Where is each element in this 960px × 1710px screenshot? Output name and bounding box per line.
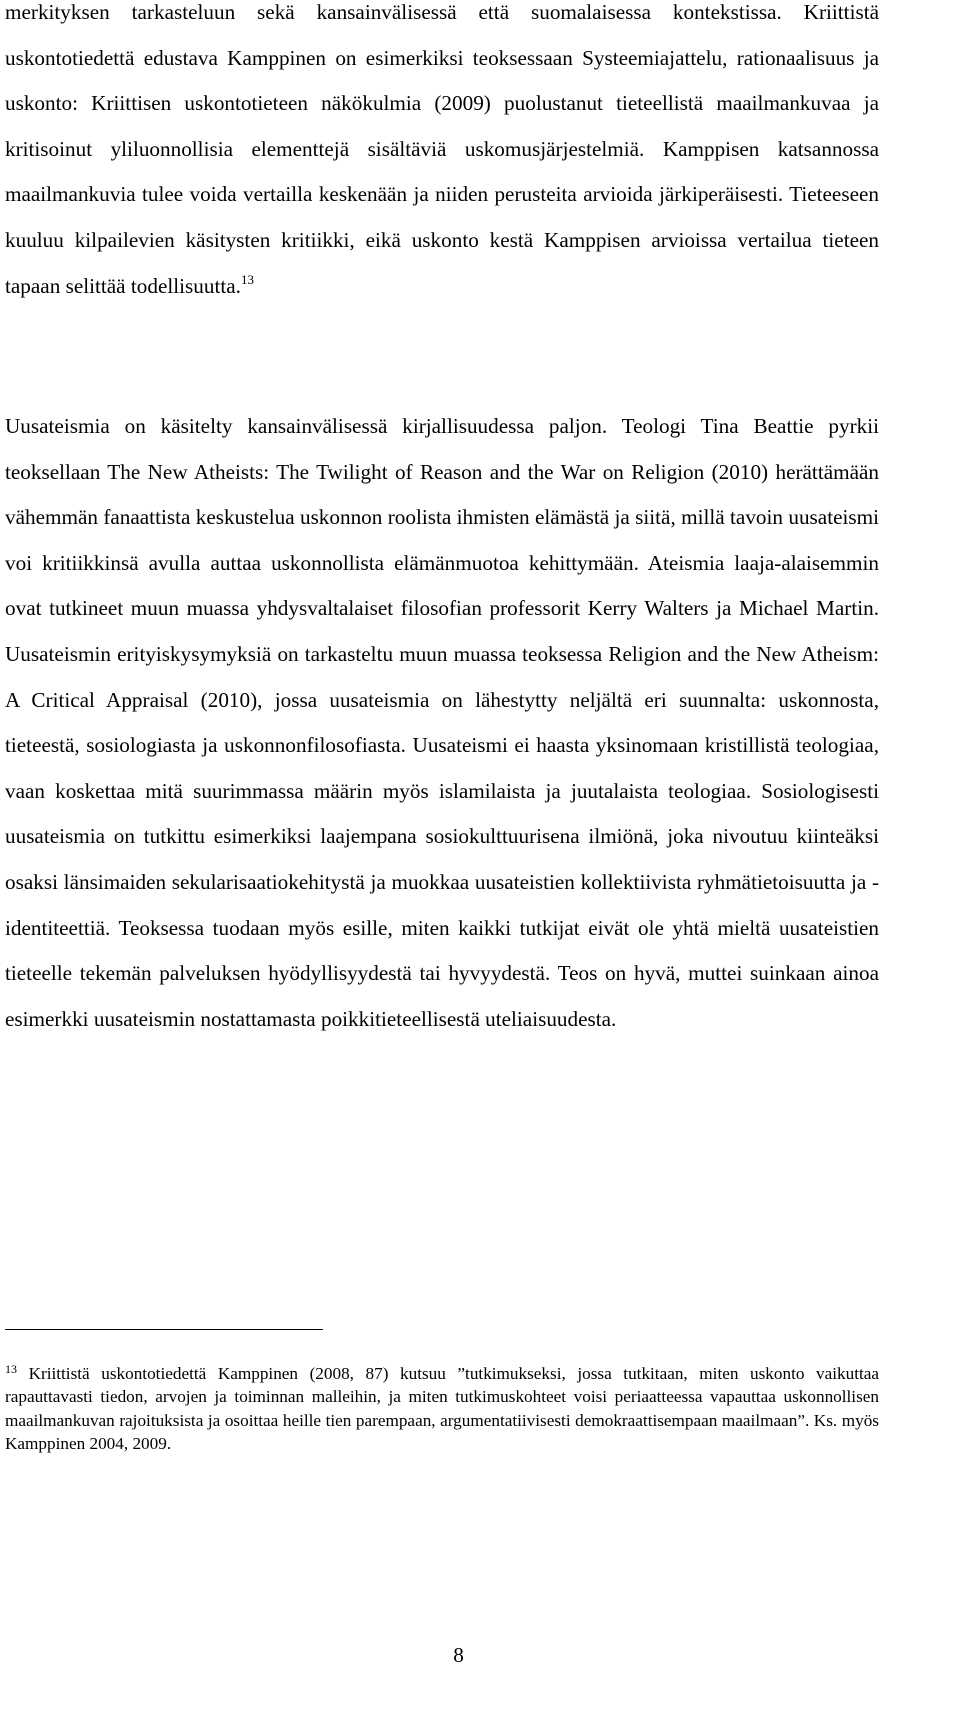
body-paragraph (5, 404, 879, 1042)
footnote-separator (5, 1329, 323, 1330)
footnote-text: Kriittistä uskontotiedettä Kamppinen (2008, 87) kutsuu ”tutkimukseksi, jossa tutkitaan, miten uskonto vaikuttaa rapauttavasti tiedon, arvojen ja toiminnan malleihin, ja miten tutkimuskohteet voisi periaatteessa vapauttaa uskonnollisen maailmankuvan rajoituksista ja osoittaa heille tien parempaan, argumentatiivisesti demokraattisempaan maailmaan”. Ks. myös Kamppinen 2004, 2009. (5, 1364, 879, 1454)
body-paragraph (5, 0, 879, 309)
footnote-number: 13 (5, 1362, 17, 1376)
paragraph-text: Uusateismia on käsitelty kansainvälisessä kirjallisuudessa paljon. Teologi Tina Beattie pyrkii teoksellaan The New Atheists: The Twilight of Reason and the War on Religion (2010) herättämään vähemmän fanaattista keskustelua uskonnon roolista ihmisten elämästä ja siitä, millä tavoin uusateismi voi kritiikkinsä avulla auttaa uskonnollista elämänmuotoa kehittymään. Ateismia laaja-alaisemmin ovat tutkineet muun muassa yhdysvaltalaiset filosofian professorit Kerry Walters ja Michael Martin. Uusateismin erityiskysymyksiä on tarkasteltu muun muassa teoksessa Religion and the New Atheism: A Critical Appraisal (2010), jossa uusateismia on lähestytty neljältä eri suunnalta: uskonnosta, tieteestä, sosiologiasta ja uskonnonfilosofiasta. Uusateismi ei haasta yksinomaan kristillistä teologiaa, vaan koskettaa mitä suurimmassa määrin myös islamilaista ja juutalaista teologiaa. Sosiologisesti uusateismia on tutkittu esimerkiksi laajempana sosiokulttuurisena ilmiönä, joka nivoutuu kiinteäksi osaksi länsimaiden sekularisaatiokehitystä ja muokkaa uusateistien kollektiivista ryhmätietoisuutta ja -identiteettiä. Teoksessa tuodaan myös esille, miten kaikki tutkijat eivät ole yhtä mieltä uusateistien tieteelle tekemän palveluksen hyödyllisyydestä tai hyvyydestä. Teos on hyvä, muttei suinkaan ainoa esimerkki uusateismin nostattamasta poikkitieteellisestä uteliaisuudesta. (5, 414, 879, 1031)
footnote (5, 1362, 879, 1456)
page-number: 8 (453, 1643, 464, 1667)
footnote-reference[interactable]: 13 (240, 271, 254, 287)
paragraph-text: merkityksen tarkasteluun sekä kansainvälisessä että suomalaisessa kontekstissa. Kriittistä uskontotiedettä edustava Kamppinen on esimerkiksi teoksessaan Systeemiajattelu, rationaalisuus ja uskonto: Kriittisen uskontotieteen näkökulmia (2009) puolustanut tieteellistä maailmankuvaa ja kritisoinut yliluonnollisia elementtejä sisältäviä uskomusjärjestelmiä. Kamppisen katsannossa maailmankuvia tulee voida vertailla keskenään ja niiden perusteita arvioida järkiperäisesti. Tieteeseen kuuluu kilpailevien käsitysten kritiikki, eikä uskonto kestä Kamppisen arvioissa vertailua tieteen tapaan selittää todellisuutta. (5, 0, 879, 298)
